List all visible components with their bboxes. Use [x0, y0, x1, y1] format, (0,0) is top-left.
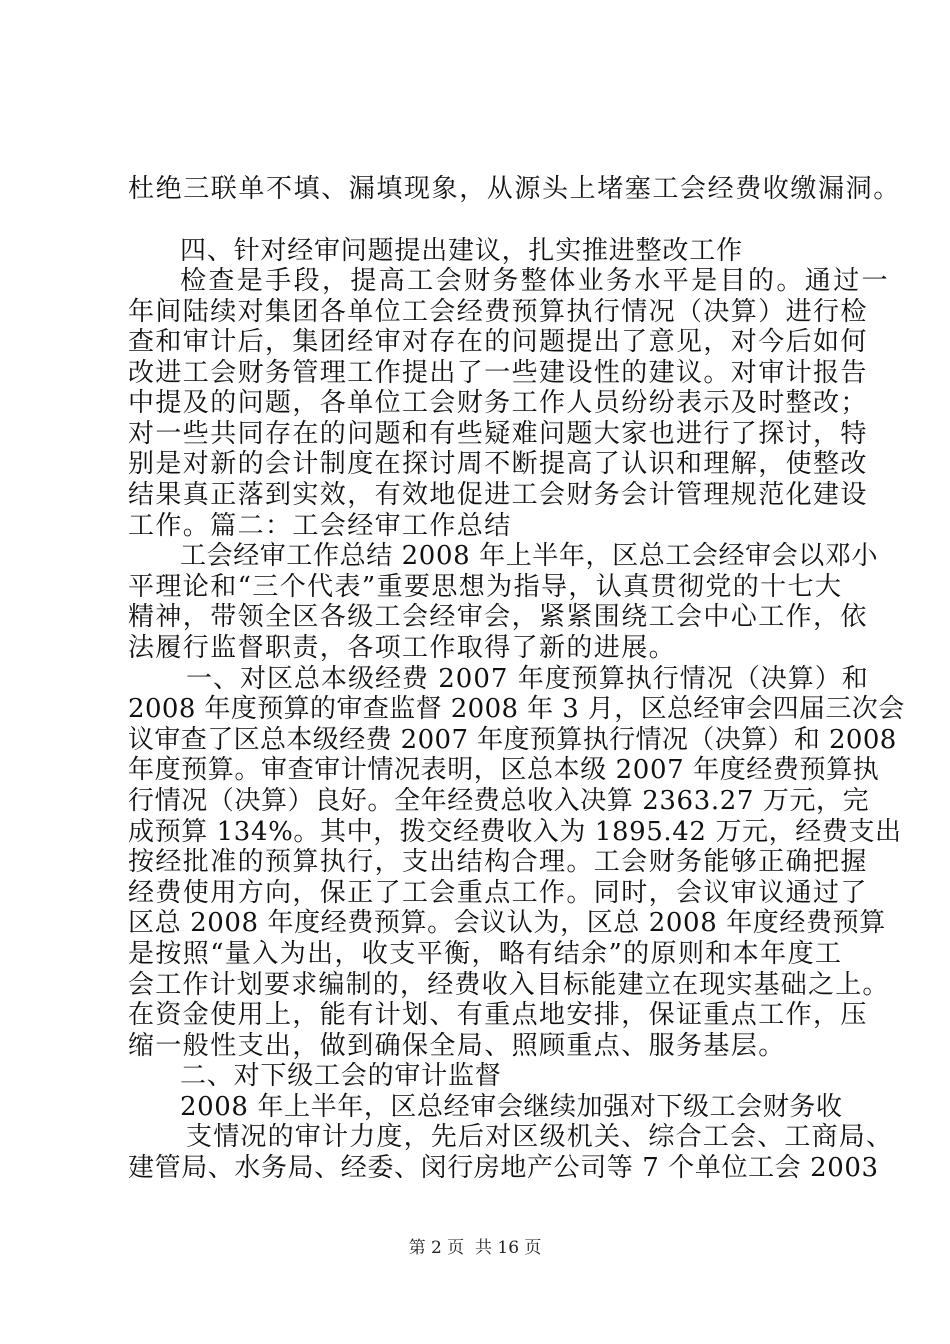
text-line: 别是对新的会计制度在探讨周不断提高了认识和理解，使整改 — [128, 449, 868, 479]
text-line: 法履行监督职责，各项工作取得了新的进展。 — [128, 633, 677, 663]
section-heading: 四、针对经审问题提出建议，扎实推进整改工作 — [180, 236, 743, 266]
text-line: 支情况的审计力度，先后对区级机关、综合工会、工商局、 — [186, 1122, 894, 1152]
page-number-footer: 第 2 页 共 16 页 — [408, 1238, 542, 1258]
text-line: 检查是手段，提高工会财务整体业务水平是目的。通过一 — [180, 266, 891, 296]
text-line: 会工作计划要求编制的，经费收入目标能建立在现实基础之上。 — [128, 970, 890, 1000]
text-line: 议审查了区总本级经费 2007 年度预算执行情况（决算）和 2008 — [128, 725, 897, 755]
text-line: 对一些共同存在的问题和有些疑难问题大家也进行了探讨，特 — [128, 419, 868, 449]
text-line: 行情况（决算）良好。全年经费总收入决算 2363.27 万元，完 — [128, 786, 870, 816]
section-heading: 二、对下级工会的审计监督 — [180, 1061, 502, 1091]
text-line: 是按照“量入为出，收支平衡，略有结余”的原则和本年度工 — [128, 939, 843, 969]
text-line: 在资金使用上，能有计划、有重点地安排，保证重点工作，压 — [128, 1000, 868, 1030]
text-line: 查和审计后，集团经审对存在的问题提出了意见，对今后如何 — [128, 327, 868, 357]
text-line: 经费使用方向，保正了工会重点工作。同时，会议审议通过了 — [128, 878, 868, 908]
text-line: 建管局、水务局、经委、闵行房地产公司等 7 个单位工会 2003 — [128, 1153, 879, 1183]
text-line: 中提及的问题，各单位工会财务工作人员纷纷表示及时整改； — [128, 388, 868, 418]
text-line: 2008 年度预算的审查监督 2008 年 3 月，区总经审会四届三次会 — [128, 694, 905, 724]
text-line: 年度预算。审查审计情况表明，区总本级 2007 年度经费预算执 — [128, 755, 880, 785]
text-line: 精神，带领全区各级工会经审会，紧紧围绕工会中心工作，依 — [128, 602, 868, 632]
text-line: 2008 年上半年，区总经审会继续加强对下级工会财务收 — [180, 1092, 843, 1122]
text-line: 年间陆续对集团各单位工会经费预算执行情况（决算）进行检 — [128, 297, 868, 327]
text-line: 按经批准的预算执行，支出结构合理。工会财务能够正确把握 — [128, 847, 868, 877]
text-line: 区总 2008 年度经费预算。会议认为，区总 2008 年度经费预算 — [128, 908, 886, 938]
text-line: 工会经审工作总结 2008 年上半年，区总工会经审会以邓小 — [180, 541, 879, 571]
text-line: 结果真正落到实效，有效地促进工会财务会计管理规范化建设 — [128, 480, 868, 510]
text-line: 平理论和“三个代表”重要思想为指导，认真贯彻党的十七大 — [128, 572, 843, 602]
text-line: 杜绝三联单不填、漏填现象，从源头上堵塞工会经费收缴漏洞。 — [128, 174, 901, 204]
text-line: 改进工会财务管理工作提出了一些建设性的建议。对审计报告 — [128, 358, 868, 388]
text-line: 缩一般性支出，做到确保全局、照顾重点、服务基层。 — [128, 1031, 786, 1061]
text-line: 成预算 134%。其中，拨交经费收入为 1895.42 万元，经费支出 — [128, 817, 902, 847]
text-line: 一、对区总本级经费 2007 年度预算执行情况（决算）和 — [186, 664, 869, 694]
text-line: 工作。篇二：工会经审工作总结 — [128, 511, 512, 541]
